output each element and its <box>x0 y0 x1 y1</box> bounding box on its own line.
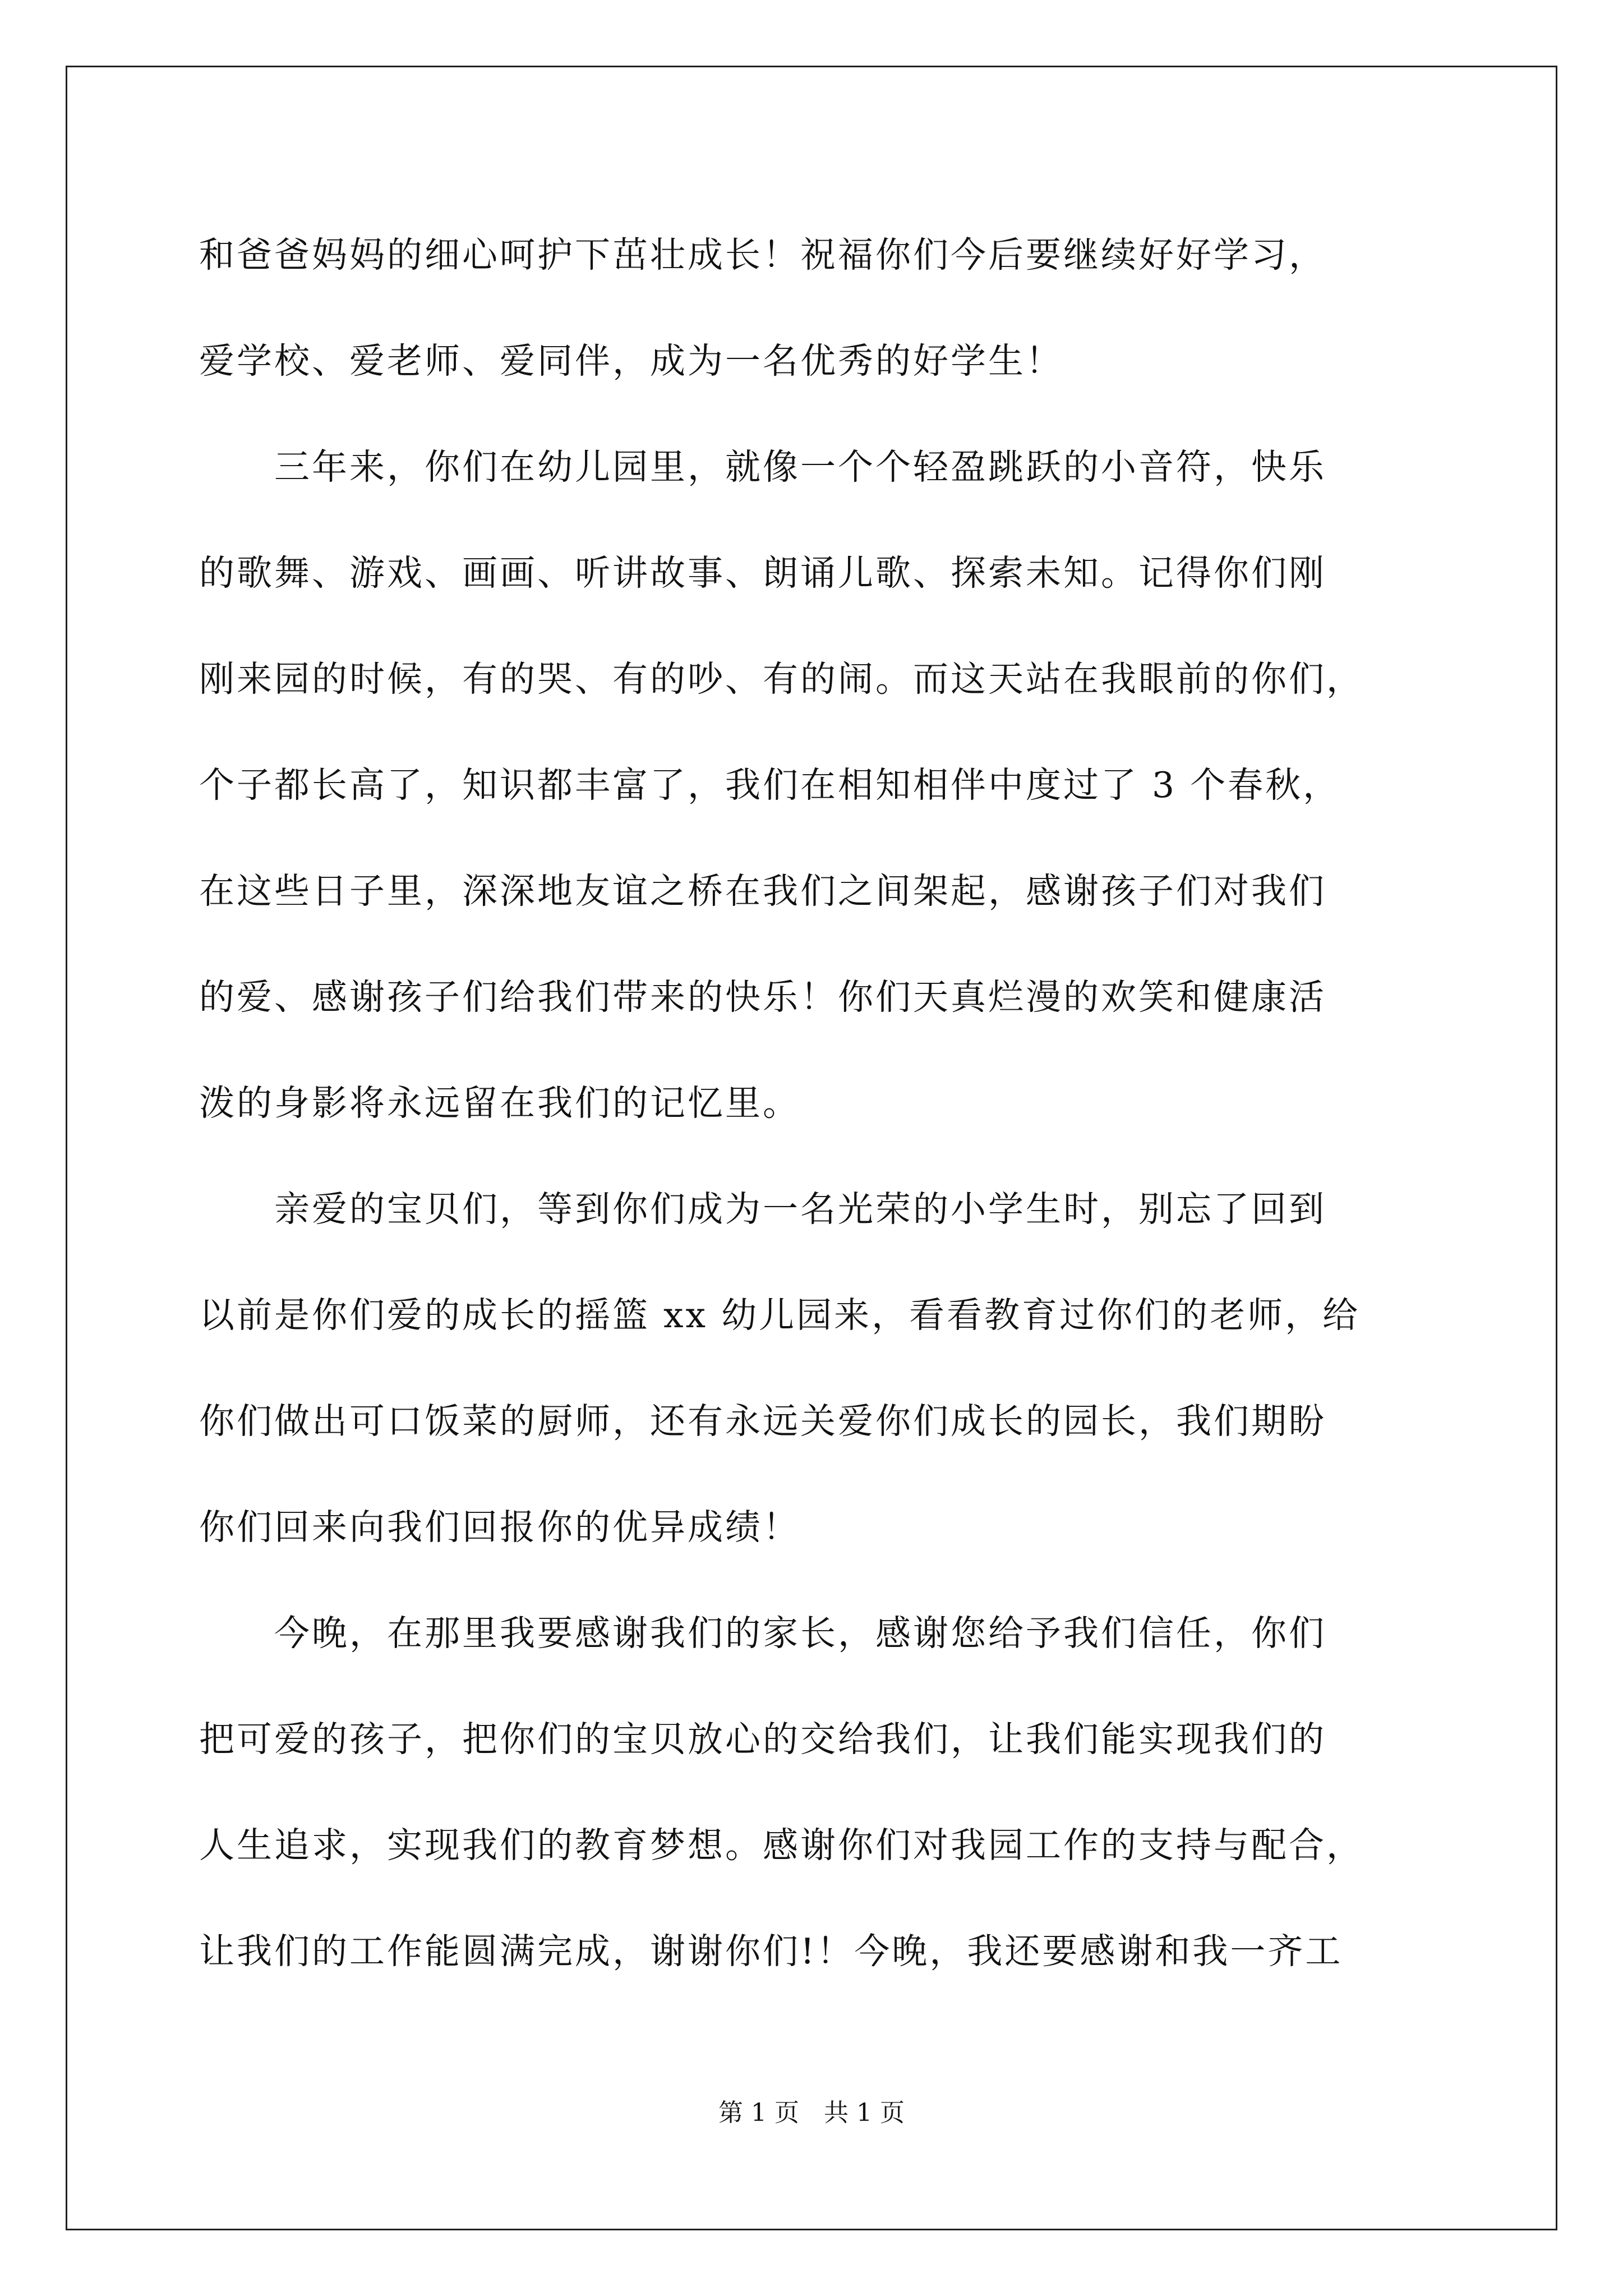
page-footer: 第 1 页 共 1 页 <box>718 2099 905 2127</box>
text-line: 在这些日子里，深深地友谊之桥在我们之间架起，感谢孩子们对我们 <box>199 871 1326 912</box>
text-line: 你们做出可口饭菜的厨师，还有永远关爱你们成长的园长，我们期盼 <box>199 1401 1326 1442</box>
text-line: 泼的身影将永远留在我们的记忆里。 <box>199 1083 800 1124</box>
text-line: 的爱、感谢孩子们给我们带来的快乐！你们天真烂漫的欢笑和健康活 <box>199 977 1326 1018</box>
text-line: 个子都长高了，知识都丰富了，我们在相知相伴中度过了 3 个春秋， <box>199 765 1341 806</box>
text-line: 亲爱的宝贝们，等到你们成为一名光荣的小学生时，别忘了回到 <box>199 1189 1326 1230</box>
text-line: 人生追求，实现我们的教育梦想。感谢你们对我园工作的支持与配合， <box>199 1825 1364 1866</box>
text-line: 让我们的工作能圆满完成，谢谢你们!！今晚，我还要感谢和我一齐工 <box>199 1931 1343 1972</box>
text-line: 三年来，你们在幼儿园里，就像一个个轻盈跳跃的小音符，快乐 <box>199 447 1326 487</box>
page-border <box>66 66 1557 2230</box>
text-line: 以前是你们爱的成长的摇篮 xx 幼儿园来，看看教育过你们的老师，给 <box>199 1295 1361 1336</box>
text-line: 的歌舞、游戏、画画、听讲故事、朗诵儿歌、探索未知。记得你们刚 <box>199 553 1326 593</box>
text-line: 你们回来向我们回报你的优异成绩！ <box>199 1507 800 1548</box>
text-line: 和爸爸妈妈的细心呵护下茁壮成长！祝福你们今后要继续好好学习， <box>199 234 1326 275</box>
text-line: 今晚，在那里我要感谢我们的家长，感谢您给予我们信任，你们 <box>199 1613 1326 1654</box>
text-line: 把可爱的孩子，把你们的宝贝放心的交给我们，让我们能实现我们的 <box>199 1719 1326 1760</box>
text-line: 刚来园的时候，有的哭、有的吵、有的闹。而这天站在我眼前的你们， <box>199 659 1364 700</box>
text-line: 爱学校、爱老师、爱同伴，成为一名优秀的好学生！ <box>199 341 1063 381</box>
